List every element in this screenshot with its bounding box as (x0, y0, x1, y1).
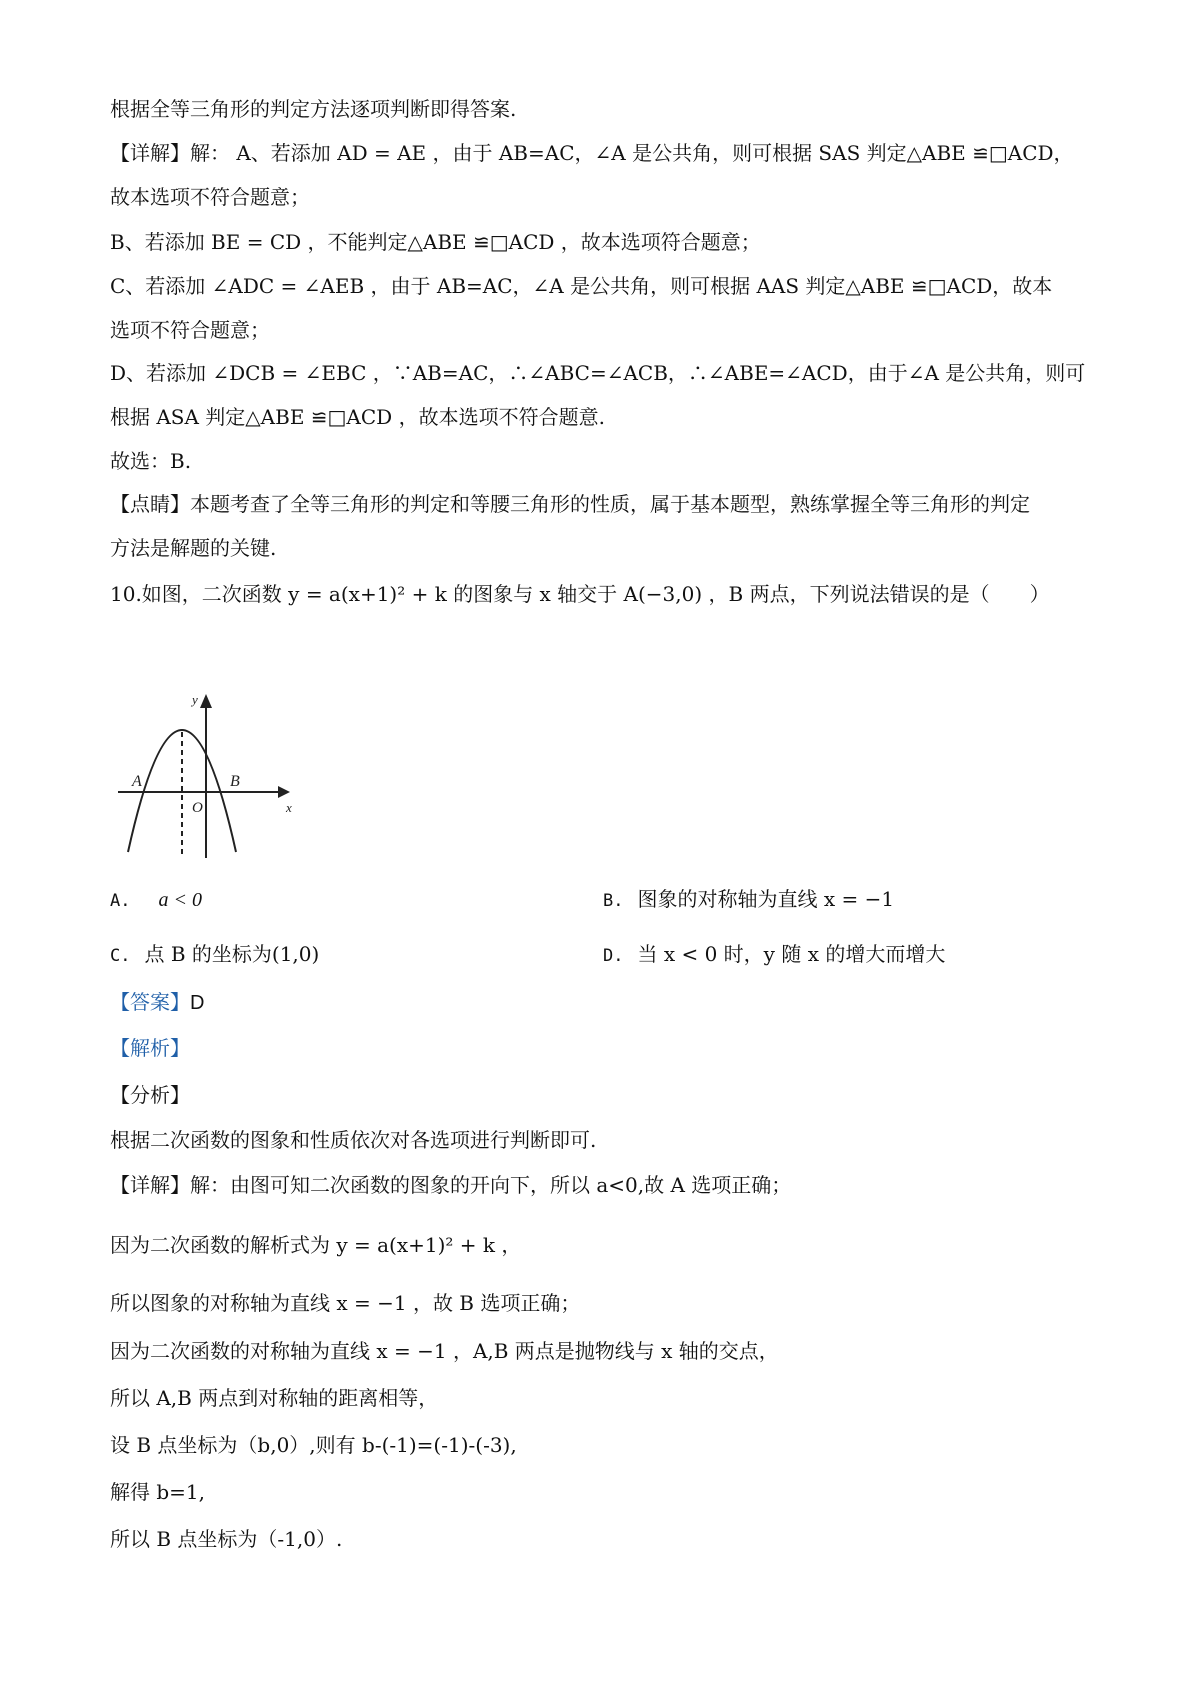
text-line: D、若添加 ∠DCB = ∠EBC ，∵AB=AC，∴∠ABC=∠ACB，∴∠ABE=∠ACD，由于∠A 是公共角，则可 (110, 361, 1086, 385)
text-line: 因为二次函数的对称轴为直线 x = −1 ，A,B 两点是抛物线与 x 轴的交点， (110, 1339, 779, 1363)
y-axis-arrow (200, 694, 212, 708)
point-b-label: B (230, 773, 240, 790)
option-text: 图象的对称轴为直线 x = −1 (637, 887, 895, 911)
text-line: B、若添加 BE = CD ，不能判定△ABE ≌□ACD ，故本选项符合题意； (110, 230, 761, 254)
answer-value: D (190, 992, 205, 1014)
text-line: C、若添加 ∠ADC = ∠AEB ，由于 AB=AC，∠A 是公共角，则可根据 AAS 判定△ABE ≌□ACD，故本 (110, 274, 1053, 298)
text-line: 方法是解题的关键. (110, 536, 277, 560)
text-line: 【详解】解： A、若添加 AD = AE ，由于 AB=AC，∠A 是公共角，则可根据 SAS 判定△ABE ≌□ACD， (110, 141, 1074, 165)
option-text: 当 x < 0 时，y 随 x 的增大而增大 (637, 942, 946, 966)
option-letter: A. (110, 891, 131, 911)
text-line: 【分析】 (110, 1083, 190, 1107)
option-letter: D. (603, 946, 624, 966)
text-line: 【点睛】本题考查了全等三角形的判定和等腰三角形的性质，属于基本题型，熟练掌握全等三角形的判定 (110, 492, 1030, 516)
option-c (110, 940, 319, 970)
text-line: 根据 ASA 判定△ABE ≌□ACD ，故本选项不符合题意. (110, 405, 605, 429)
text-line: 解得 b=1, (110, 1480, 205, 1504)
answer-label: 【答案】 (110, 990, 190, 1014)
x-axis-arrow (278, 786, 290, 798)
text-line: 所以 A,B 两点到对称轴的距离相等， (110, 1386, 439, 1410)
text-line: 所以图象的对称轴为直线 x = −1 ，故 B 选项正确； (110, 1291, 581, 1315)
origin-label: O (192, 800, 203, 816)
option-letter: B. (603, 891, 624, 911)
text-line: 所以 B 点坐标为（-1,0）. (110, 1527, 343, 1551)
option-d (603, 940, 945, 970)
answer-line (110, 988, 204, 1017)
option-a (110, 885, 202, 915)
text-line: 故选：B. (110, 449, 192, 473)
option-text: a < 0 (158, 889, 202, 911)
text-line: 设 B 点坐标为（b,0）,则有 b-(-1)=(-1)-(-3), (110, 1433, 517, 1457)
text-line: 因为二次函数的解析式为 y = a(x+1)² + k ， (110, 1233, 522, 1257)
x-axis-label: x (286, 800, 292, 815)
option-text: 点 B 的坐标为(1,0) (144, 942, 320, 966)
text-line: 【详解】解：由图可知二次函数的图象的开向下，所以 a<0,故 A 选项正确； (110, 1173, 792, 1197)
question-stem: 10.如图，二次函数 y = a(x+1)² + k 的图象与 x 轴交于 A(−3,0) ，B 两点，下列说法错误的是（ ） (110, 582, 1050, 606)
option-letter: C. (110, 946, 131, 966)
text-line: 根据全等三角形的判定方法逐项判断即得答案. (110, 97, 517, 121)
parabola-svg (118, 690, 304, 860)
option-b (603, 885, 894, 915)
text-line: 根据二次函数的图象和性质依次对各选项进行判断即可. (110, 1128, 597, 1152)
text-line: 选项不符合题意； (110, 318, 270, 342)
y-axis-label: y (192, 692, 198, 707)
point-a-label: A (132, 773, 142, 790)
text-line: 故本选项不符合题意； (110, 185, 310, 209)
parabola-figure (118, 690, 304, 860)
analysis-label: 【解析】 (110, 1036, 190, 1060)
